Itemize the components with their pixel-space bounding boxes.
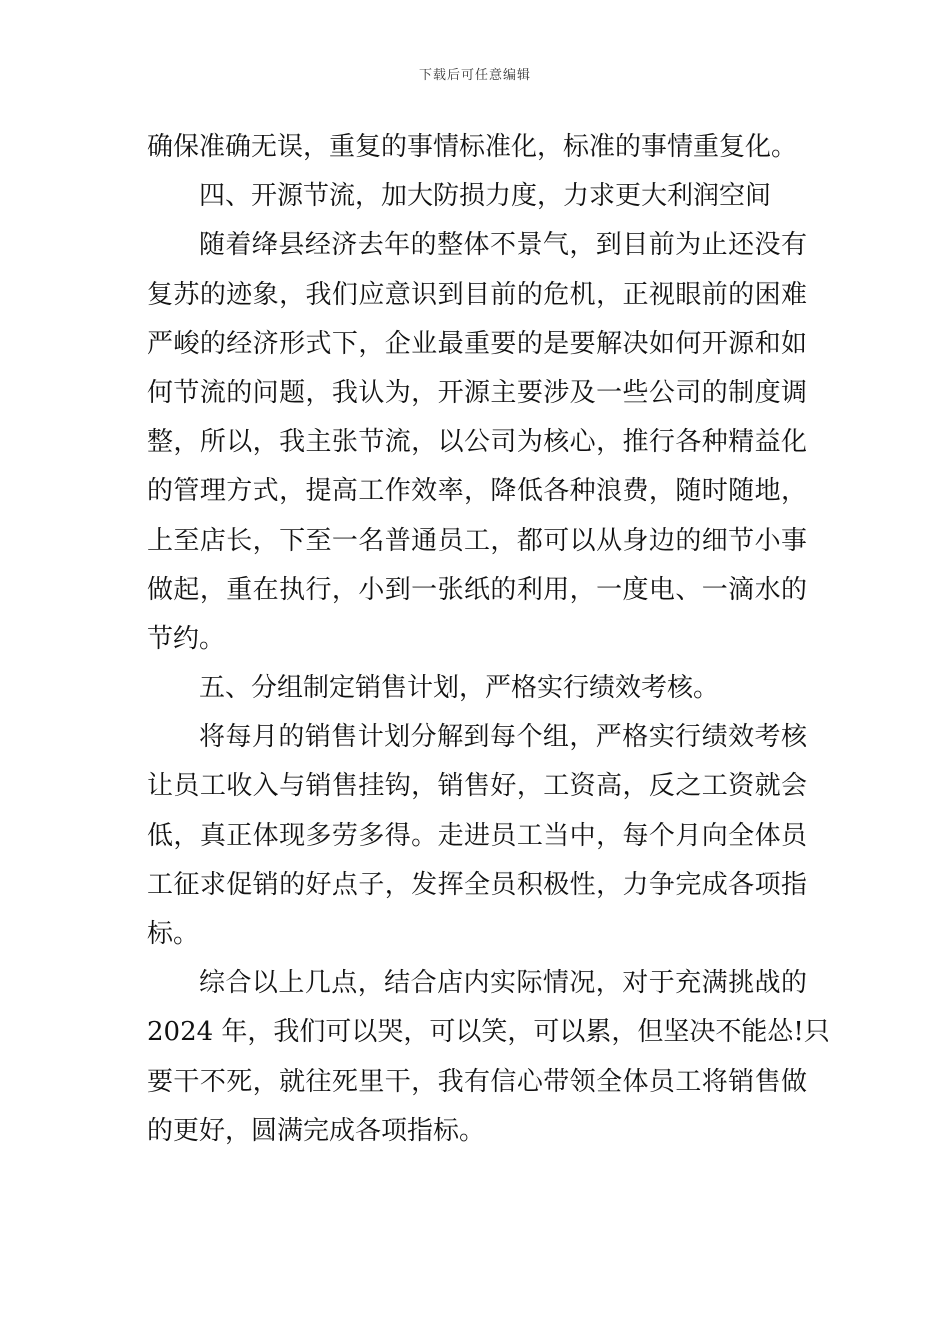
text-line: 要干不死，就往死里干，我有信心带领全体员工将销售做 <box>147 1066 807 1097</box>
text-line: 让员工收入与销售挂钩，销售好，工资高，反之工资就会 <box>147 771 807 802</box>
text-line: 将每月的销售计划分解到每个组，严格实行绩效考核 <box>199 722 807 753</box>
section-heading-five: 五、分组制定销售计划，严格实行绩效考核。 <box>199 673 720 704</box>
text-line: 复苏的迹象，我们应意识到目前的危机，正视眼前的困难 <box>147 279 807 310</box>
text-line: 2024 年，我们可以哭，可以笑，可以累，但坚决不能怂!只 <box>147 1017 830 1048</box>
text-line: 的管理方式，提高工作效率，降低各种浪费，随时随地， <box>147 476 807 507</box>
text-line: 何节流的问题，我认为，开源主要涉及一些公司的制度调 <box>147 377 807 408</box>
text-line: 低，真正体现多劳多得。走进员工当中，每个月向全体员 <box>147 820 807 851</box>
text-line: 节约。 <box>147 623 226 654</box>
text-line: 确保准确无误，重复的事情标准化，标准的事情重复化。 <box>147 132 798 162</box>
text-line: 严峻的经济形式下，企业最重要的是要解决如何开源和如 <box>147 328 807 359</box>
text-line: 做起，重在执行，小到一张纸的利用，一度电、一滴水的 <box>147 574 807 605</box>
text-line: 整，所以，我主张节流，以公司为核心，推行各种精益化 <box>147 427 807 458</box>
section-heading-four: 四、开源节流，加大防损力度，力求更大利润空间 <box>199 181 772 212</box>
text-line: 随着绛县经济去年的整体不景气，到目前为止还没有 <box>199 230 807 261</box>
text-line: 综合以上几点，结合店内实际情况，对于充满挑战的 <box>199 968 807 999</box>
text-line: 标。 <box>147 919 200 949</box>
document-body <box>147 123 830 1156</box>
page-header-note: 下载后可任意编辑 <box>418 68 531 83</box>
text-line: 的更好，圆满完成各项指标。 <box>147 1115 486 1146</box>
text-line: 上至店长，下至一名普通员工，都可以从身边的细节小事 <box>147 525 807 556</box>
text-line: 工征求促销的好点子，发挥全员积极性，力争完成各项指 <box>147 869 807 900</box>
